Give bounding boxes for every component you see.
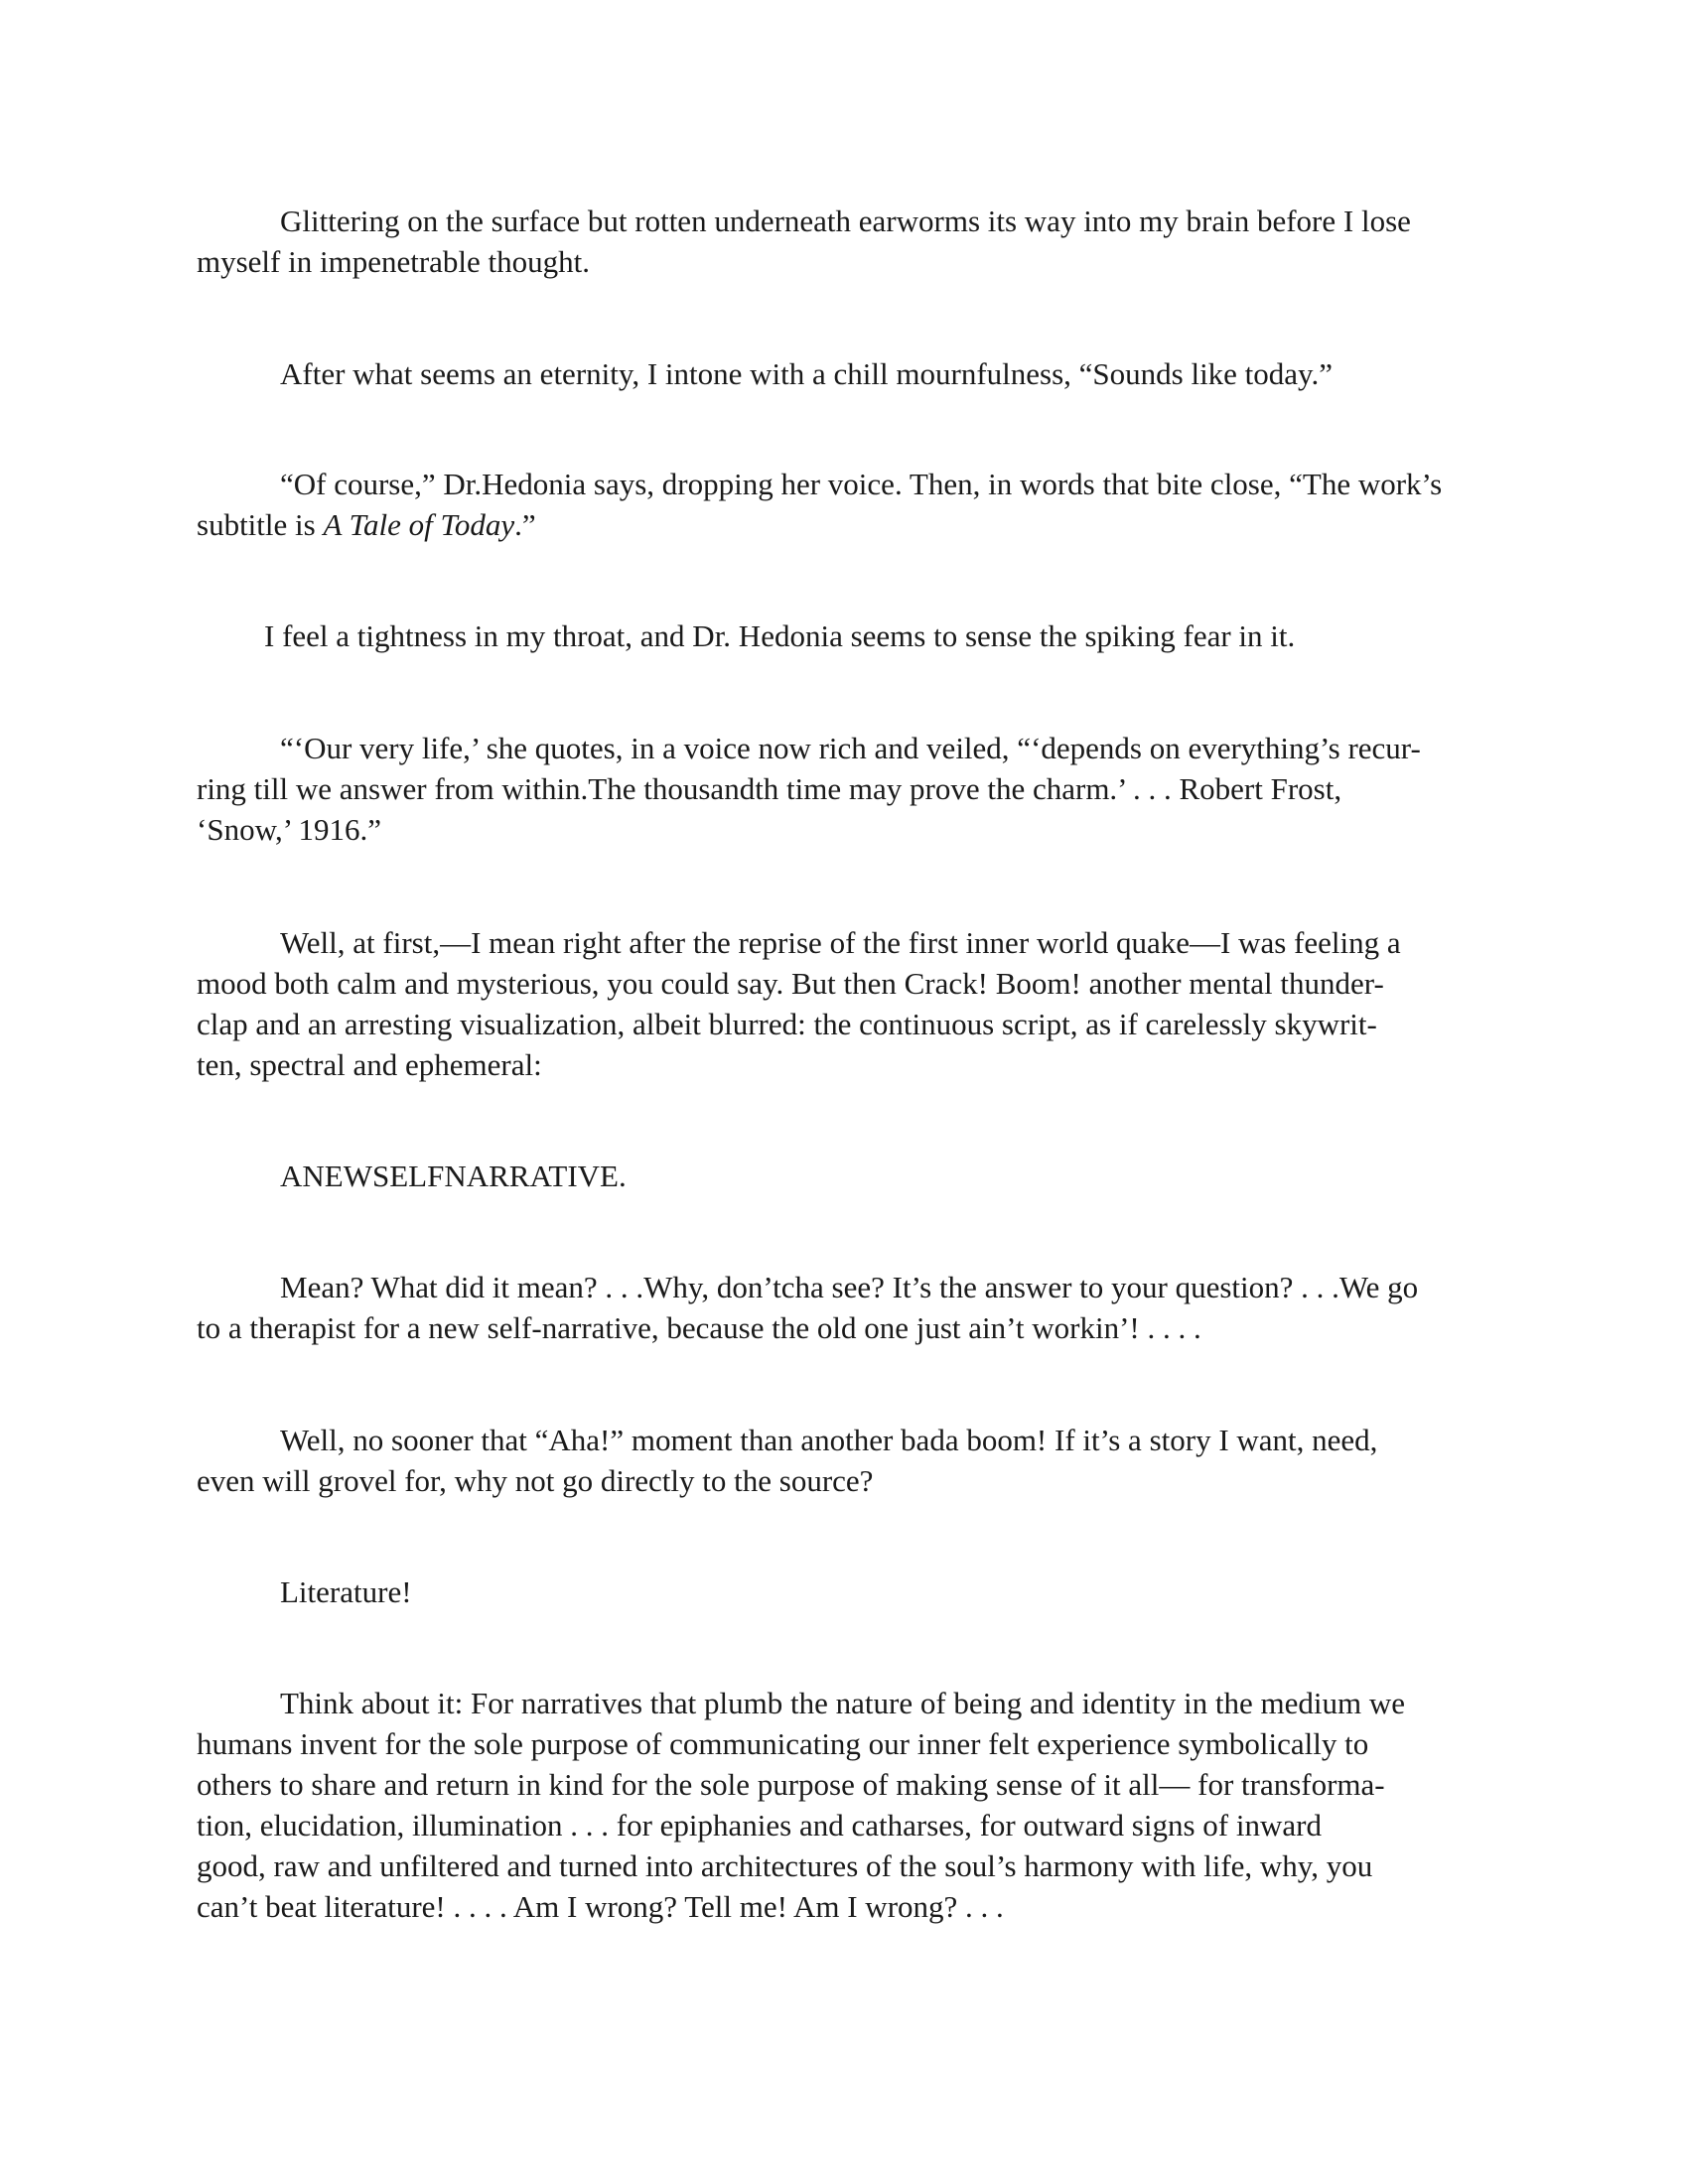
paragraph-6-line-3: clap and an arresting visualization, albeit blurred: the continuous script, as if carelessly skywrit- <box>197 1007 1377 1041</box>
paragraph-10 <box>197 1571 1507 1612</box>
paragraph-10-line-1: Literature! <box>280 1574 412 1609</box>
paragraph-11-line-5: good, raw and unfiltered and turned into architectures of the soul’s harmony with life, why, you <box>197 1848 1373 1883</box>
paragraph-3-line-2 <box>197 504 1507 545</box>
paragraph-9 <box>197 1420 1507 1501</box>
paragraph-8-line-1: Mean? What did it mean? . . .Why, don’tcha see? It’s the answer to your question? . . .We go <box>280 1270 1419 1304</box>
paragraph-1-line-1: Glittering on the surface but rotten underneath earworms its way into my brain before I lose <box>280 204 1411 238</box>
paragraph-2-line-1: After what seems an eternity, I intone with a chill mournfulness, “Sounds like today.” <box>280 356 1334 391</box>
paragraph-5-line-1: “‘Our very life,’ she quotes, in a voice now rich and veiled, “‘depends on everything’s recur- <box>280 731 1421 765</box>
paragraph-11-line-6: can’t beat literature! . . . . Am I wrong? Tell me! Am I wrong? . . . <box>197 1889 1004 1924</box>
book-subtitle: A Tale of Today <box>323 507 515 542</box>
paragraph-7 <box>197 1156 1507 1196</box>
paragraph-11-line-2: humans invent for the sole purpose of communicating our inner felt experience symbolically to <box>197 1726 1369 1761</box>
paragraph-6-line-1: Well, at first,—I mean right after the reprise of the first inner world quake—I was feeling a <box>280 925 1401 960</box>
paragraph-3-line-2-before: subtitle is <box>197 507 324 542</box>
paragraph-3-line-1: “Of course,” Dr.Hedonia says, dropping her voice. Then, in words that bite close, “The work’s <box>280 467 1443 501</box>
paragraph-11 <box>197 1683 1507 1927</box>
paragraph-6 <box>197 922 1507 1085</box>
paragraph-3 <box>197 464 1507 545</box>
paragraph-9-line-2: even will grovel for, why not go directly to the source? <box>197 1463 874 1498</box>
paragraph-1 <box>197 201 1507 282</box>
paragraph-4 <box>197 615 1507 656</box>
paragraph-8-line-2: to a therapist for a new self-narrative, because the old one just ain’t workin’! . . . . <box>197 1310 1201 1345</box>
paragraph-8 <box>197 1267 1507 1348</box>
paragraph-5 <box>197 728 1507 850</box>
paragraph-11-line-1: Think about it: For narratives that plumb the nature of being and identity in the medium we <box>280 1686 1405 1720</box>
paragraph-11-line-3: others to share and return in kind for the sole purpose of making sense of it all— for transforma- <box>197 1767 1385 1802</box>
paragraph-4-line-1: I feel a tightness in my throat, and Dr. Hedonia seems to sense the spiking fear in it. <box>264 618 1296 653</box>
paragraph-1-line-2: myself in impenetrable thought. <box>197 244 591 279</box>
paragraph-7-line-1: ANEWSELFNARRATIVE. <box>280 1159 627 1193</box>
paragraph-3-line-2-after: .” <box>514 507 536 542</box>
paragraph-9-line-1: Well, no sooner that “Aha!” moment than another bada boom! If it’s a story I want, need, <box>280 1423 1378 1457</box>
paragraph-11-line-4: tion, elucidation, illumination . . . for epiphanies and catharses, for outward signs of inward <box>197 1808 1322 1843</box>
paragraph-6-line-4: ten, spectral and ephemeral: <box>197 1047 542 1082</box>
paragraph-6-line-2: mood both calm and mysterious, you could say. But then Crack! Boom! another mental thunder- <box>197 966 1384 1001</box>
paragraph-5-line-3: ‘Snow,’ 1916.” <box>197 812 381 847</box>
paragraph-2 <box>197 353 1507 394</box>
paragraph-5-line-2: ring till we answer from within.The thousandth time may prove the charm.’ . . . Robert Frost, <box>197 771 1342 806</box>
